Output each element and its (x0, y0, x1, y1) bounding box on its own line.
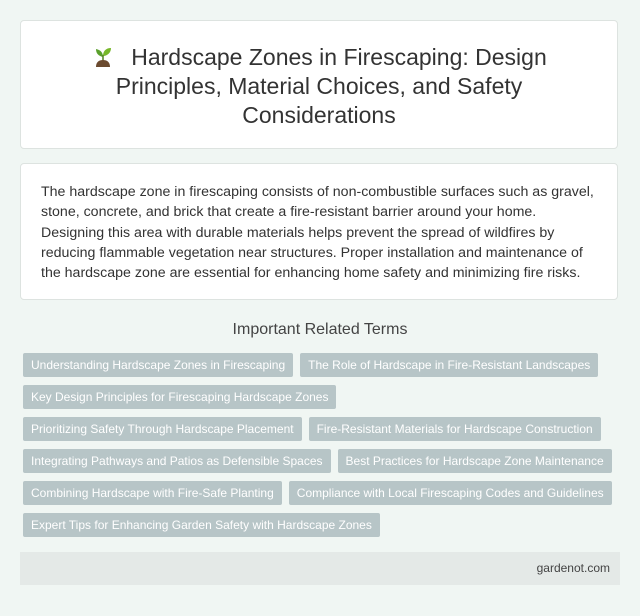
related-term-tag[interactable]: The Role of Hardscape in Fire-Resistant Landscapes (300, 353, 598, 377)
related-term-tag[interactable]: Best Practices for Hardscape Zone Maintenance (338, 449, 612, 473)
related-term-tag[interactable]: Key Design Principles for Firescaping Hardscape Zones (23, 385, 336, 409)
related-terms-heading: Important Related Terms (232, 321, 408, 338)
tag-row (23, 417, 601, 441)
related-term-tag[interactable]: Prioritizing Safety Through Hardscape Placement (23, 417, 302, 441)
tag-row (23, 449, 612, 473)
related-term-tag[interactable]: Understanding Hardscape Zones in Firescaping (23, 353, 293, 377)
seedling-icon (91, 44, 115, 68)
tag-row (23, 481, 612, 505)
related-term-tag[interactable]: Fire-Resistant Materials for Hardscape Construction (309, 417, 601, 441)
page-title (21, 21, 617, 130)
related-term-tag[interactable]: Compliance with Local Firescaping Codes and Guidelines (289, 481, 612, 505)
related-term-tag[interactable]: Combining Hardscape with Fire-Safe Planting (23, 481, 282, 505)
title-text: Hardscape Zones in Firescaping: Design Principles, Material Choices, and Safety Considerations (115, 44, 547, 128)
description-text: The hardscape zone in firescaping consists of non-combustible surfaces such as gravel, stone, concrete, and brick that create a fire-resistant barrier around your home. Designing this area with durable materials helps prevent the spread of wildfires by reducing flammable vegetation near structures. Proper installation and maintenance of the hardscape zone are essential for enhancing home safety and minimizing fire risks. (41, 184, 594, 282)
title-card (20, 20, 618, 149)
footer-site-link[interactable]: gardenot.com (536, 561, 610, 575)
related-term-tag[interactable]: Integrating Pathways and Patios as Defensible Spaces (23, 449, 331, 473)
tag-row (23, 353, 598, 377)
tag-row (23, 385, 336, 409)
related-term-tag[interactable]: Expert Tips for Enhancing Garden Safety with Hardscape Zones (23, 513, 380, 537)
tag-row (23, 513, 380, 537)
description-card (20, 163, 618, 300)
footer (20, 552, 620, 585)
